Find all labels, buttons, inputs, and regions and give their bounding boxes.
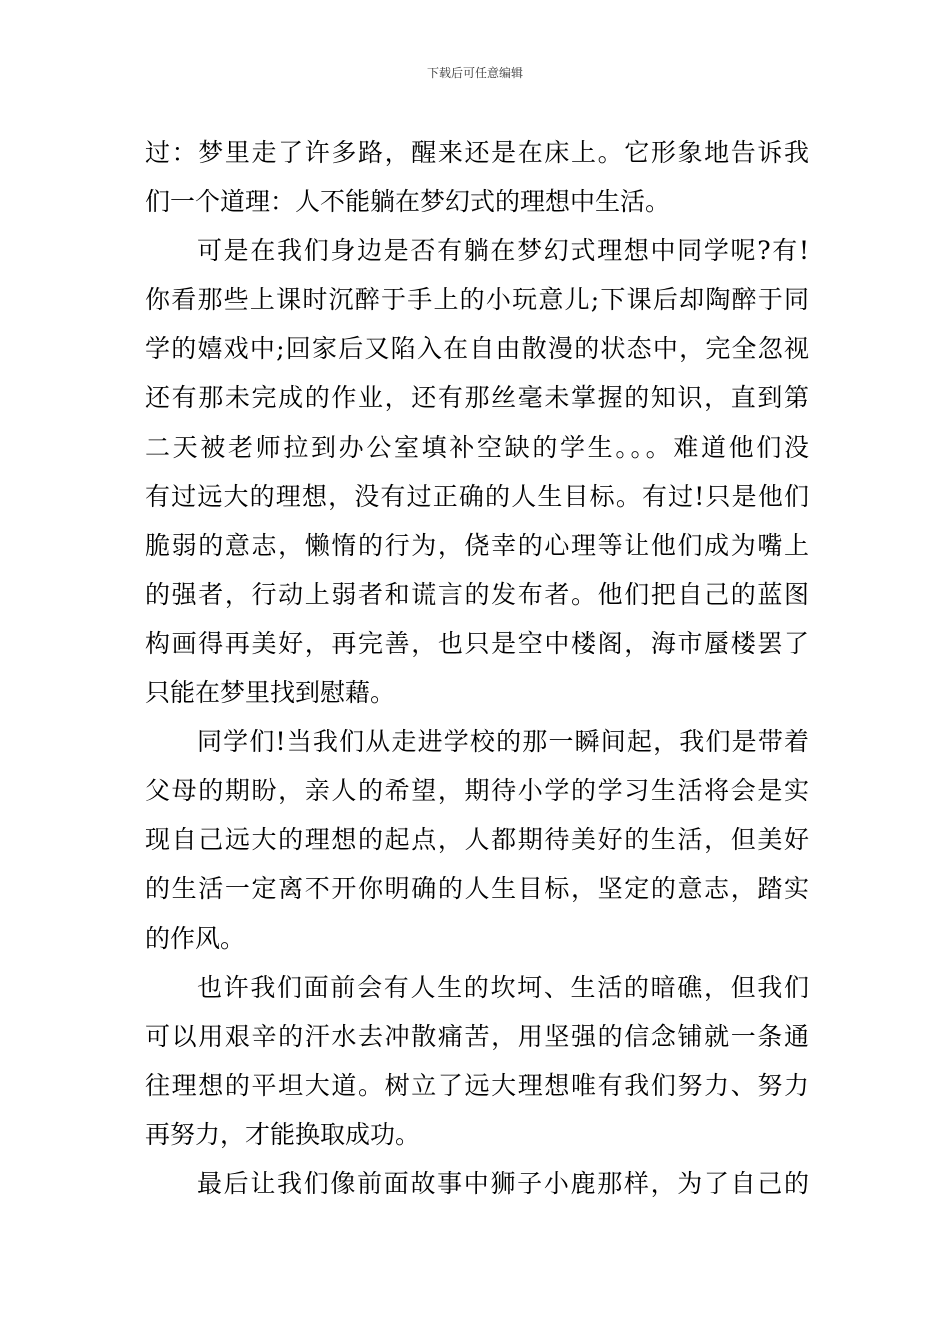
text-line: 也许我们面前会有人生的坎坷、生活的暗礁，但我们 xyxy=(197,972,809,1002)
text-line: 的作风。 xyxy=(145,923,246,953)
text-line: 过：梦里走了许多路，醒来还是在床上。它形象地告诉我 xyxy=(145,138,809,167)
text-line: 还有那未完成的作业，还有那丝毫未掌握的知识，直到第 xyxy=(145,383,809,413)
text-line: 现自己远大的理想的起点，人都期待美好的生活，但美好 xyxy=(145,825,809,855)
document-body xyxy=(145,128,809,1208)
paragraph xyxy=(145,1159,809,1208)
paragraph xyxy=(145,963,809,1159)
text-line: 可是在我们身边是否有躺在梦幻式理想中同学呢?有! xyxy=(197,236,809,266)
text-line: 你看那些上课时沉醉于手上的小玩意儿;下课后却陶醉于同 xyxy=(145,285,809,315)
text-line: 只能在梦里找到慰藉。 xyxy=(145,678,396,708)
paragraph xyxy=(145,717,809,962)
page-header: 下载后可任意编辑 xyxy=(426,66,523,80)
paragraph xyxy=(145,128,809,226)
paragraph xyxy=(145,226,809,717)
text-line: 的强者，行动上弱者和谎言的发布者。他们把自己的蓝图 xyxy=(145,579,809,609)
text-line: 二天被老师拉到办公室填补空缺的学生。。。难道他们没 xyxy=(145,432,809,462)
text-line: 同学们!当我们从走进学校的那一瞬间起，我们是带着 xyxy=(197,727,809,757)
text-line: 学的嬉戏中;回家后又陷入在自由散漫的状态中，完全忽视 xyxy=(145,334,809,364)
text-line: 最后让我们像前面故事中狮子小鹿那样，为了自己的 xyxy=(197,1168,809,1198)
text-line: 再努力，才能换取成功。 xyxy=(145,1119,421,1149)
text-line: 的生活一定离不开你明确的人生目标，坚定的意志，踏实 xyxy=(145,874,809,904)
text-line: 有过远大的理想，没有过正确的人生目标。有过!只是他们 xyxy=(145,481,809,511)
text-line: 父母的期盼，亲人的希望，期待小学的学习生活将会是实 xyxy=(145,776,809,806)
text-line: 们一个道理：人不能躺在梦幻式的理想中生活。 xyxy=(145,187,671,217)
text-line: 脆弱的意志，懒惰的行为，侥幸的心理等让他们成为嘴上 xyxy=(145,530,809,560)
text-line: 往理想的平坦大道。树立了远大理想唯有我们努力、努力 xyxy=(145,1070,809,1100)
text-line: 可以用艰辛的汗水去冲散痛苦，用坚强的信念铺就一条通 xyxy=(145,1021,809,1051)
text-line: 构画得再美好，再完善，也只是空中楼阁，海市蜃楼罢了 xyxy=(145,628,809,658)
